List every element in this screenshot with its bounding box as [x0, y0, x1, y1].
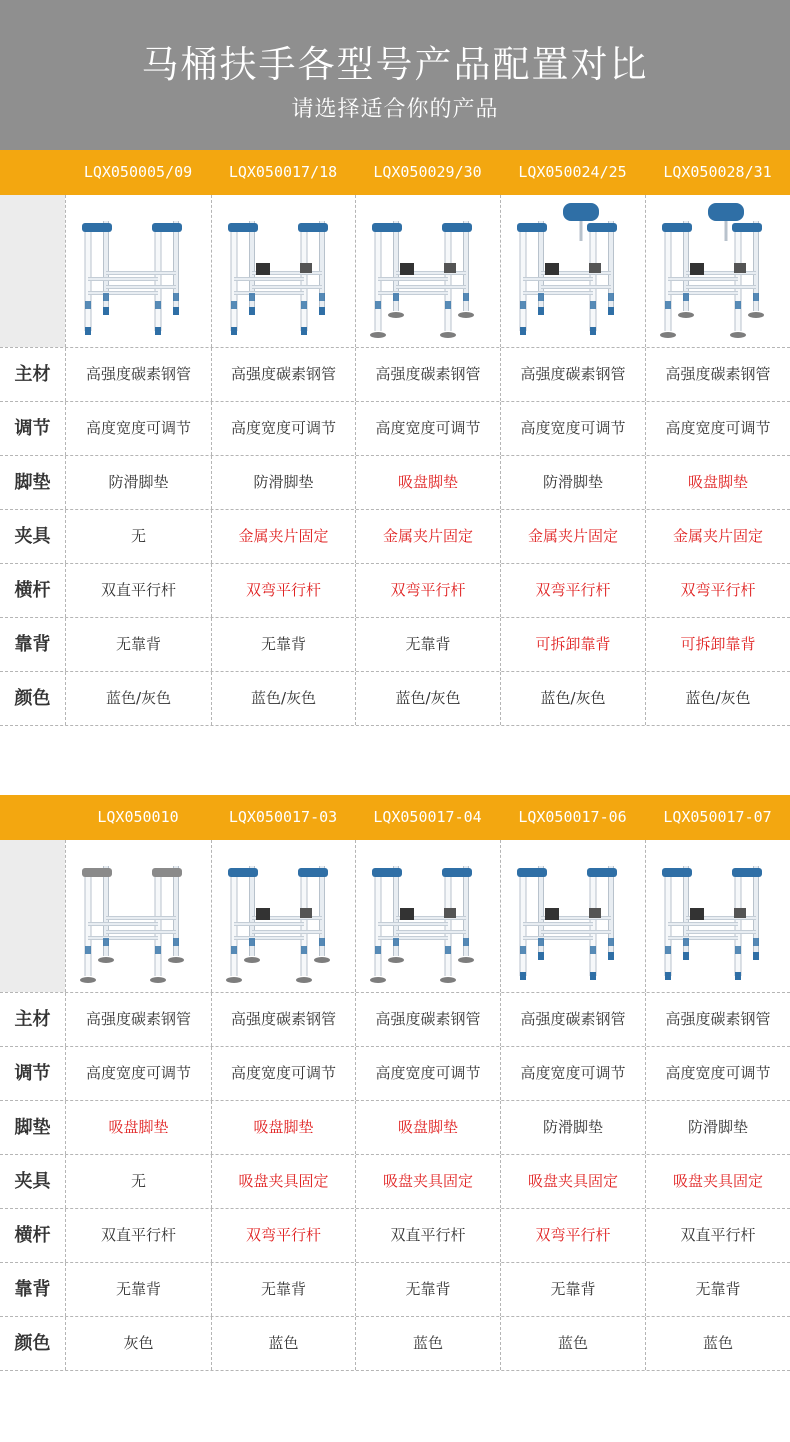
- model-name: LQX050028/31: [663, 163, 772, 181]
- spec-value: 无靠背: [355, 618, 500, 671]
- spec-label: 调节: [14, 418, 51, 439]
- spec-value: 蓝色: [645, 1317, 790, 1370]
- page-title: 马桶扶手各型号产品配置对比: [141, 43, 649, 86]
- spec-value: 金属夹片固定: [645, 510, 790, 563]
- spec-value: 高强度碳素钢管: [500, 993, 645, 1046]
- spec-label: 主材: [14, 1009, 51, 1030]
- spec-row: [0, 1317, 790, 1371]
- spec-value: 蓝色/灰色: [500, 672, 645, 725]
- image-row-label-cell: [0, 840, 65, 992]
- spec-value: 蓝色: [355, 1317, 500, 1370]
- spec-value: 高度宽度可调节: [500, 1047, 645, 1100]
- toilet-rail-straight-icon: [76, 201, 201, 341]
- spec-row: [0, 1209, 790, 1263]
- model-name: LQX050029/30: [373, 163, 482, 181]
- spec-value: 防滑脚垫: [500, 1101, 645, 1154]
- spec-value: 防滑脚垫: [645, 1101, 790, 1154]
- spec-value: 无: [65, 510, 211, 563]
- spec-value: 高强度碳素钢管: [211, 993, 355, 1046]
- toilet-rail-clamp-icon: [222, 201, 347, 341]
- spec-row: [0, 1101, 790, 1155]
- product-image: [211, 840, 355, 992]
- spec-row: [0, 1263, 790, 1317]
- spec-row: [0, 510, 790, 564]
- toilet-rail-suction-clamp-icon: [222, 846, 347, 986]
- spec-value: 高度宽度可调节: [65, 1047, 211, 1100]
- model-name: LQX050017-03: [228, 808, 338, 826]
- model-name: LQX050017-04: [373, 808, 482, 826]
- spec-label: 夹具: [14, 526, 51, 547]
- spec-value: 高强度碳素钢管: [211, 348, 355, 401]
- spec-value: 高度宽度可调节: [65, 402, 211, 455]
- spec-value: 高度宽度可调节: [355, 402, 500, 455]
- spec-value: 防滑脚垫: [211, 456, 355, 509]
- spec-value: 蓝色: [500, 1317, 645, 1370]
- spec-row: [0, 1047, 790, 1101]
- spec-label: 脚垫: [14, 1117, 51, 1138]
- toilet-rail-clamp-suction-icon: [366, 201, 491, 341]
- spec-value: 高度宽度可调节: [211, 1047, 355, 1100]
- spec-value: 吸盘夹具固定: [645, 1155, 790, 1208]
- spec-label: 颜色: [14, 688, 51, 709]
- spec-value: 双弯平行杆: [355, 564, 500, 617]
- spec-value: 高强度碳素钢管: [65, 348, 211, 401]
- spec-value: 金属夹片固定: [500, 510, 645, 563]
- spec-value: 可拆卸靠背: [500, 618, 645, 671]
- comparison-table-2: [0, 795, 790, 1371]
- product-image: [645, 195, 790, 347]
- product-image: [355, 195, 500, 347]
- product-image: [65, 195, 211, 347]
- spec-value: 灰色: [65, 1317, 211, 1370]
- spec-value: 蓝色/灰色: [211, 672, 355, 725]
- spec-value: 高强度碳素钢管: [645, 993, 790, 1046]
- spec-value: 双弯平行杆: [211, 1209, 355, 1262]
- toilet-rail-suction-clamp-icon: [511, 846, 636, 986]
- spec-value: 无靠背: [211, 1263, 355, 1316]
- spec-value: 吸盘脚垫: [211, 1101, 355, 1154]
- spec-value: 高强度碳素钢管: [355, 348, 500, 401]
- spec-value: 吸盘夹具固定: [355, 1155, 500, 1208]
- spec-value: 双直平行杆: [65, 1209, 211, 1262]
- toilet-rail-gray-suction-icon: [76, 846, 201, 986]
- spec-value: 高度宽度可调节: [645, 402, 790, 455]
- toilet-rail-suction-clamp-icon: [366, 846, 491, 986]
- spec-value: 金属夹片固定: [211, 510, 355, 563]
- header-banner: [0, 0, 790, 150]
- spec-row: [0, 618, 790, 672]
- spec-value: 高度宽度可调节: [500, 402, 645, 455]
- spec-value: 蓝色: [211, 1317, 355, 1370]
- product-image: [500, 840, 645, 992]
- product-image: [355, 840, 500, 992]
- model-name: LQX050010: [97, 808, 179, 826]
- spec-label: 夹具: [14, 1171, 51, 1192]
- product-image: [65, 840, 211, 992]
- spec-value: 无靠背: [645, 1263, 790, 1316]
- spec-value: 蓝色/灰色: [645, 672, 790, 725]
- spec-value: 双弯平行杆: [211, 564, 355, 617]
- spec-value: 高强度碳素钢管: [500, 348, 645, 401]
- model-name: LQX050024/25: [518, 163, 627, 181]
- spec-value: 双弯平行杆: [500, 564, 645, 617]
- model-name: LQX050017-06: [518, 808, 627, 826]
- spec-row: [0, 993, 790, 1047]
- spec-value: 吸盘脚垫: [645, 456, 790, 509]
- spec-value: 高强度碳素钢管: [355, 993, 500, 1046]
- model-header-row: [0, 150, 790, 195]
- spec-label: 颜色: [14, 1333, 51, 1354]
- comparison-table-1: [0, 150, 790, 726]
- spec-value: 无靠背: [500, 1263, 645, 1316]
- spec-value: 可拆卸靠背: [645, 618, 790, 671]
- spec-label: 主材: [14, 364, 51, 385]
- spec-label: 横杆: [14, 1225, 51, 1246]
- product-image-row: [0, 195, 790, 348]
- spec-value: 蓝色/灰色: [355, 672, 500, 725]
- spec-value: 吸盘脚垫: [355, 1101, 500, 1154]
- image-row-label-cell: [0, 195, 65, 347]
- page-subtitle: 请选择适合你的产品: [291, 97, 499, 122]
- spec-value: 双弯平行杆: [500, 1209, 645, 1262]
- spec-value: 防滑脚垫: [500, 456, 645, 509]
- spec-row: [0, 348, 790, 402]
- spec-value: 高度宽度可调节: [355, 1047, 500, 1100]
- spec-value: 高度宽度可调节: [645, 1047, 790, 1100]
- spec-value: 双直平行杆: [645, 1209, 790, 1262]
- spec-value: 双直平行杆: [355, 1209, 500, 1262]
- model-name: LQX050017-07: [663, 808, 772, 826]
- spec-value: 无靠背: [65, 1263, 211, 1316]
- product-image: [500, 195, 645, 347]
- spec-value: 无: [65, 1155, 211, 1208]
- spec-value: 蓝色/灰色: [65, 672, 211, 725]
- spec-row: [0, 564, 790, 618]
- spec-label: 横杆: [14, 580, 51, 601]
- product-image-row: [0, 840, 790, 993]
- model-header-row: [0, 795, 790, 840]
- model-name: LQX050005/09: [83, 163, 193, 181]
- toilet-rail-backrest-icon: [511, 201, 636, 341]
- spec-value: 高强度碳素钢管: [645, 348, 790, 401]
- spec-value: 吸盘夹具固定: [500, 1155, 645, 1208]
- spec-value: 双弯平行杆: [645, 564, 790, 617]
- spec-value: 金属夹片固定: [355, 510, 500, 563]
- spec-row: [0, 1155, 790, 1209]
- spec-label: 靠背: [14, 1279, 51, 1300]
- spec-value: 双直平行杆: [65, 564, 211, 617]
- spec-label: 靠背: [14, 634, 51, 655]
- product-image: [645, 840, 790, 992]
- model-name: LQX050017/18: [228, 163, 338, 181]
- spec-row: [0, 456, 790, 510]
- spec-label: 脚垫: [14, 472, 51, 493]
- spec-value: 高度宽度可调节: [211, 402, 355, 455]
- spec-value: 吸盘脚垫: [65, 1101, 211, 1154]
- spec-row: [0, 402, 790, 456]
- spec-value: 高强度碳素钢管: [65, 993, 211, 1046]
- product-image: [211, 195, 355, 347]
- toilet-rail-suction-clamp-icon: [656, 846, 781, 986]
- spec-row: [0, 672, 790, 726]
- spec-value: 无靠背: [211, 618, 355, 671]
- spec-value: 无靠背: [355, 1263, 500, 1316]
- spec-value: 无靠背: [65, 618, 211, 671]
- toilet-rail-backrest-suction-icon: [656, 201, 781, 341]
- spec-value: 吸盘脚垫: [355, 456, 500, 509]
- spec-value: 防滑脚垫: [65, 456, 211, 509]
- spec-value: 吸盘夹具固定: [211, 1155, 355, 1208]
- spec-label: 调节: [14, 1063, 51, 1084]
